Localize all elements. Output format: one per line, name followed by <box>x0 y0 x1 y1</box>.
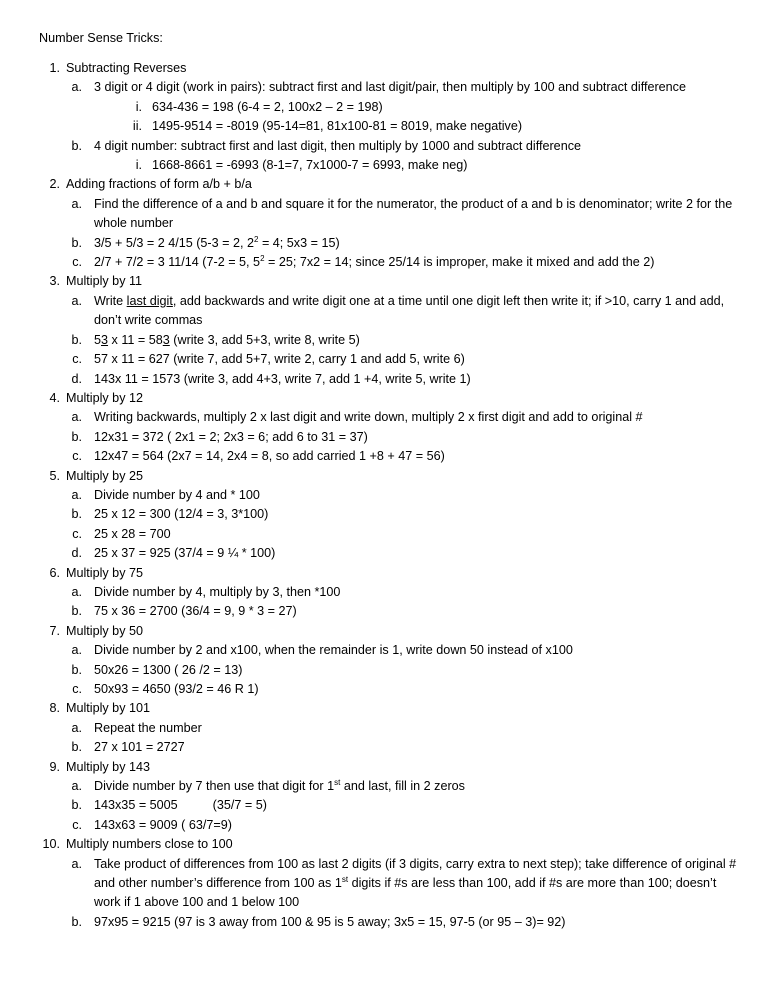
section-heading: Multiply by 50 <box>66 623 143 638</box>
list-letter: a. <box>71 720 82 735</box>
list-letter: a. <box>71 293 82 308</box>
list-number: 3. <box>49 274 60 289</box>
list-item <box>66 195 738 234</box>
list-letter: c. <box>72 817 82 832</box>
item-text: 25 x 12 = 300 (12/4 = 3, 3*100) <box>94 507 269 522</box>
section-multiply-by-50 <box>38 622 738 700</box>
item-text: 57 x 11 = 627 (write 7, add 5+7, write 2, carry 1 and add 5, write 6) <box>94 352 465 367</box>
list-letter: c. <box>72 255 82 270</box>
section-heading: Multiply by 143 <box>66 759 150 774</box>
item-text: Divide number by 4, multiply by 3, then *100 <box>94 584 341 599</box>
section-heading: Subtracting Reverses <box>66 61 187 75</box>
section-heading: Multiply by 75 <box>66 565 143 580</box>
list-number: 6. <box>49 565 60 580</box>
tricks-list <box>38 59 738 932</box>
list-letter: b. <box>71 798 82 813</box>
list-item <box>66 583 738 602</box>
item-text: Divide number by 4 and * 100 <box>94 487 260 502</box>
item-text: 634-436 = 198 (6-4 = 2, 100x2 – 2 = 198) <box>152 99 383 114</box>
item-text: 97x95 = 9215 (97 is 3 away from 100 & 95 is 5 away; 3x5 = 15, 97-5 (or 95 – 3)= 92) <box>94 914 566 929</box>
list-item <box>66 137 738 176</box>
section-heading: Multiply by 25 <box>66 468 143 483</box>
list-item <box>66 525 738 544</box>
list-subitem <box>124 98 738 117</box>
list-item <box>66 544 738 563</box>
list-item <box>66 738 738 757</box>
item-text: Find the difference of a and b and square it for the numerator, the product of a and b is denominator; write 2 for the whole number <box>94 196 733 231</box>
list-letter: a. <box>71 779 82 794</box>
section-multiply-by-101 <box>38 699 738 757</box>
list-letter: b. <box>71 662 82 677</box>
item-text: Take product of differences from 100 as last 2 digits (if 3 digits, carry extra to next step); take difference of original # and other number’s difference from 100 as 1st digits if #s are less than 100, add if #s are more than 100; doesn’t work if 1 above 100 and 1 below 100 <box>94 856 737 910</box>
item-text: 12x47 = 564 (2x7 = 14, 2x4 = 8, so add carried 1 +8 + 47 = 56) <box>94 449 445 464</box>
section-multiply-close-to-100 <box>38 835 738 932</box>
item-text: 50x93 = 4650 (93/2 = 46 R 1) <box>94 682 259 696</box>
item-text: Divide number by 2 and x100, when the remainder is 1, write down 50 instead of x100 <box>94 643 573 658</box>
list-item <box>66 447 738 466</box>
list-item <box>66 292 738 331</box>
item-text: 143x63 = 9009 ( 63/7=9) <box>94 817 232 832</box>
item-text: 25 x 28 = 700 <box>94 526 171 541</box>
list-letter: a. <box>71 584 82 599</box>
list-item <box>66 350 738 369</box>
list-number: 9. <box>49 759 60 774</box>
item-text: 3/5 + 5/3 = 2 4/15 (5-3 = 2, $2^2 = 4$; 5x3 = 15) <box>94 234 340 250</box>
list-item <box>66 913 738 932</box>
list-item <box>66 680 738 699</box>
list-item <box>66 816 738 835</box>
list-letter: a. <box>71 196 82 211</box>
list-item <box>66 253 738 272</box>
list-letter: c. <box>72 682 82 696</box>
list-item <box>66 234 738 253</box>
list-letter: b. <box>71 507 82 522</box>
section-multiply-by-25 <box>38 467 738 564</box>
list-item <box>66 331 738 350</box>
item-text: 1495-9514 = -8019 (95-14=81, 81x100-81 = 8019, make negative) <box>152 119 523 134</box>
list-letter: a. <box>71 487 82 502</box>
item-text: 3 digit or 4 digit (work in pairs): subtract first and last digit/pair, then multiply by 100 and subtract difference <box>94 80 686 95</box>
list-roman: i. <box>135 158 142 173</box>
list-letter: b. <box>71 914 82 929</box>
list-letter: b. <box>71 604 82 619</box>
list-item <box>66 777 738 796</box>
list-item <box>66 486 738 505</box>
item-text: 143x35 = 5005 (35/7 = 5) <box>94 798 267 813</box>
list-letter: b. <box>71 332 82 347</box>
list-number: 2. <box>49 177 60 192</box>
item-text: 27 x 101 = 2727 <box>94 740 185 755</box>
list-letter: a. <box>71 410 82 425</box>
item-text: Divide number by 7 then use that digit for 1st and last, fill in 2 zeros <box>94 777 465 794</box>
item-text: Writing backwards, multiply 2 x last digit and write down, multiply 2 x first digit and add to original # <box>94 410 643 425</box>
list-number: 10. <box>42 837 60 852</box>
list-letter: c. <box>72 449 82 464</box>
item-text: 143x 11 = 1573 (write 3, add 4+3, write 7, add 1 +4, write 5, write 1) <box>94 371 471 386</box>
list-item <box>66 602 738 621</box>
list-subitem <box>124 117 738 136</box>
section-multiply-by-143 <box>38 758 738 836</box>
item-text: 2/7 + 7/2 = 3 11/14 (7-2 = 5, $5^2 = 25$; 7x2 = 14; since 25/14 is improper, make it mixed and add the 2) <box>94 253 655 270</box>
list-number: 8. <box>49 701 60 716</box>
list-letter: d. <box>71 546 82 561</box>
list-letter: b. <box>71 138 82 153</box>
section-heading: Multiply by 101 <box>66 701 150 716</box>
list-item <box>66 855 738 913</box>
list-letter: a. <box>71 856 82 871</box>
list-letter: b. <box>71 740 82 755</box>
section-heading: Multiply by 11 <box>66 274 143 289</box>
list-letter: c. <box>72 352 82 367</box>
section-adding-fractions <box>38 175 738 272</box>
section-heading: Multiply numbers close to 100 <box>66 837 233 852</box>
list-letter: c. <box>72 526 82 541</box>
section-multiply-by-12 <box>38 389 738 467</box>
list-subitem <box>124 156 738 175</box>
list-item <box>66 661 738 680</box>
list-letter: a. <box>71 643 82 658</box>
section-multiply-by-11 <box>38 272 738 388</box>
list-number: 1. <box>49 61 60 75</box>
list-letter: b. <box>71 429 82 444</box>
section-heading: Multiply by 12 <box>66 390 143 405</box>
item-text: Repeat the number <box>94 720 202 735</box>
item-text: 75 x 36 = 2700 (36/4 = 9, 9 * 3 = 27) <box>94 604 297 619</box>
item-text: 53 x 11 = 583 (write 3, add 5+3, write 8, write 5) <box>94 332 360 347</box>
list-number: 4. <box>49 390 60 405</box>
list-letter: a. <box>71 80 82 95</box>
list-item <box>66 505 738 524</box>
item-text: 1668-8661 = -6993 (8-1=7, 7x1000-7 = 6993, make neg) <box>152 158 468 173</box>
section-multiply-by-75 <box>38 564 738 622</box>
list-roman: ii. <box>132 119 142 134</box>
list-number: 5. <box>49 468 60 483</box>
list-item <box>66 78 738 136</box>
list-letter: d. <box>71 371 82 386</box>
list-item <box>66 641 738 660</box>
item-text: 25 x 37 = 925 (37/4 = 9 ¼ * 100) <box>94 546 276 561</box>
section-subtracting-reverses <box>38 59 738 175</box>
list-letter: b. <box>71 235 82 250</box>
item-text: 12x31 = 372 ( 2x1 = 2; 2x3 = 6; add 6 to 31 = 37) <box>94 429 368 444</box>
section-heading: Adding fractions of form a/b + b/a <box>66 177 252 192</box>
list-number: 7. <box>49 623 60 638</box>
list-item <box>66 370 738 389</box>
item-text: Write last digit, add backwards and write digit one at a time until one digit left then write it; if >10, carry 1 and add, don’t write commas <box>94 293 725 328</box>
list-item <box>66 428 738 447</box>
item-text: 4 digit number: subtract first and last digit, then multiply by 1000 and subtract difference <box>94 138 581 153</box>
document-title: Number Sense Tricks: <box>39 31 163 45</box>
list-item <box>66 796 738 815</box>
item-text: 50x26 = 1300 ( 26 /2 = 13) <box>94 662 243 677</box>
list-roman: i. <box>135 99 142 114</box>
list-item <box>66 719 738 738</box>
list-item <box>66 408 738 427</box>
